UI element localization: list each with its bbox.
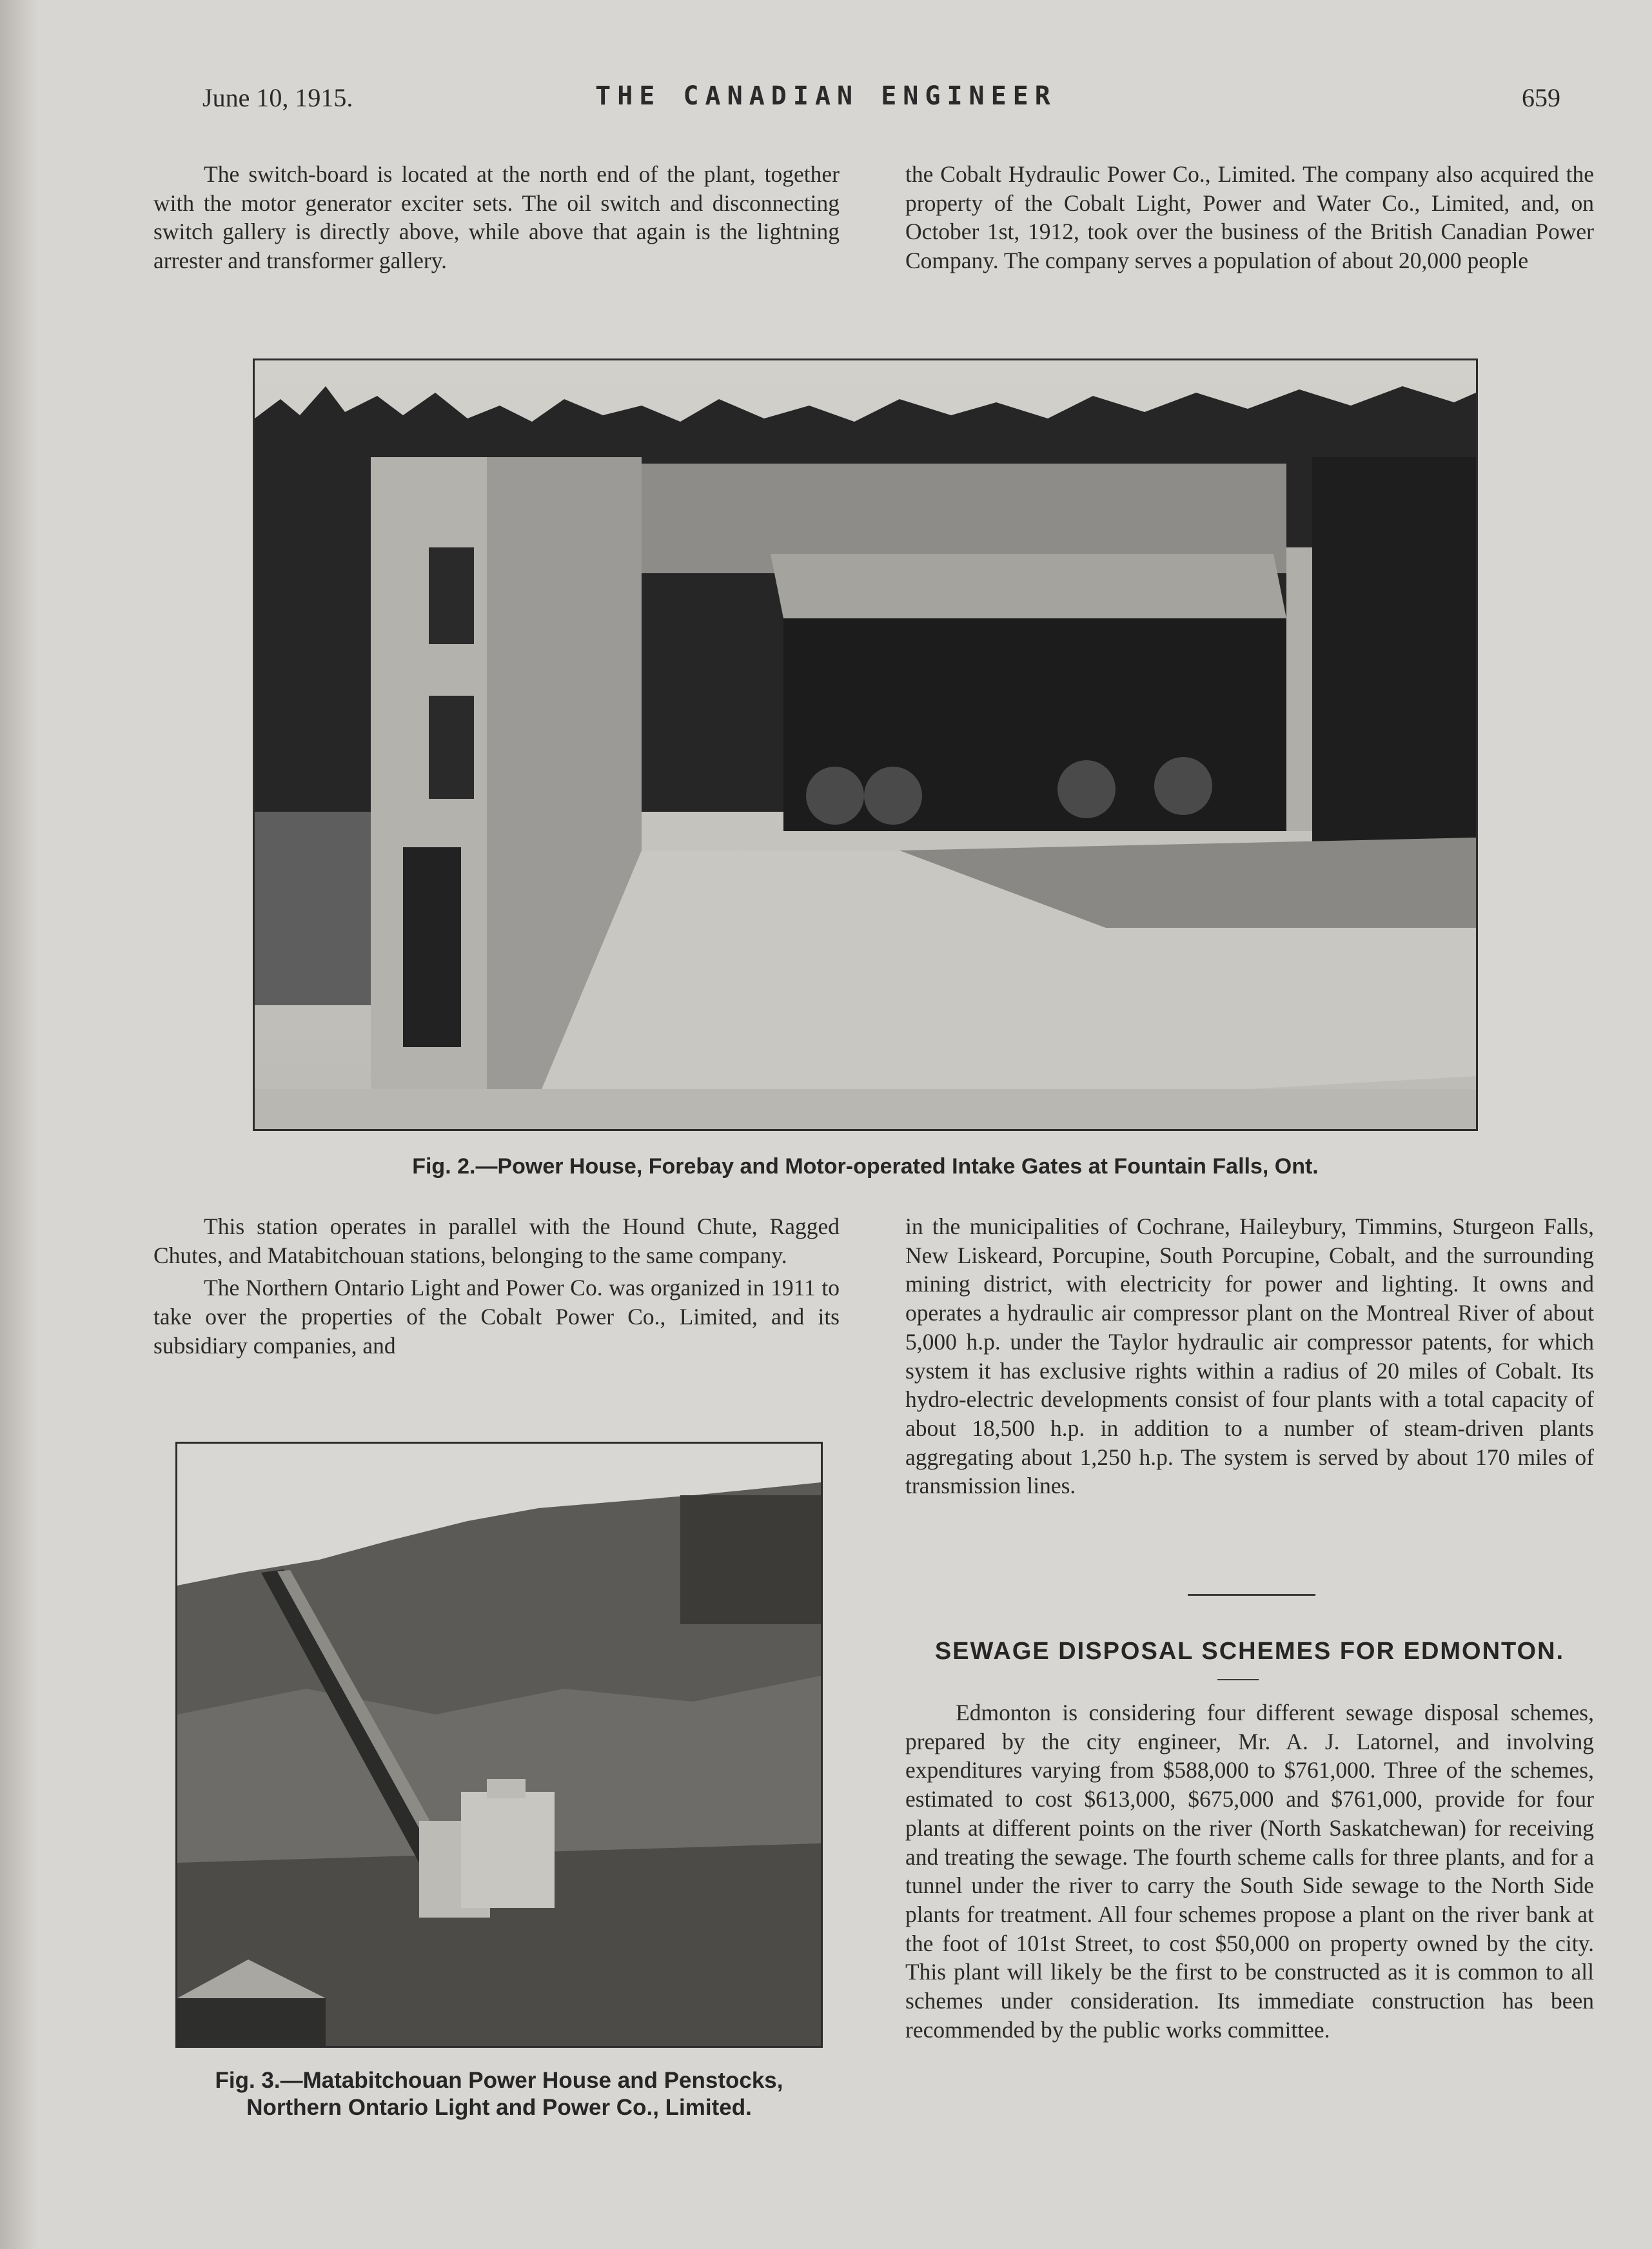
parallel-operation-paragraph: This station operates in parallel with the Hound Chute, Ragged Chutes, and Matabitchouan stations, belonging to the same company. [153,1213,840,1268]
article-body: Edmonton is considering four different sewage disposal schemes, prepared by the city engineer, Mr. A. J. Latornel, and involving expenditures varying from $588,000 to $761,000. Three of the schemes, estimated to cost $613,000, $675,000 and $761,000, provide for four plants at different points on the river (North Saskatchewan) for receiving and treating the sewage. The fourth scheme calls for three plants, and for a tunnel under the river to carry the South Side sewage to the North Side plants for treatment. All four schemes propose a plant on the river bank at the foot of 101st Street, to cost $50,000 on property owned by the city. This plant will likely be the first to be constructed as it is common to all schemes under consideration. Its immediate construction has been recommended by the public works committee. [905,1700,1594,2043]
title-underline [1217,1679,1259,1680]
section-divider [1188,1594,1315,1596]
article-body-column [905,1698,1594,2044]
page-number: 659 [1522,83,1560,112]
switchboard-paragraph: The switch-board is located at the north end of the plant, together with the motor generator exciter sets. The oil switch and disconnecting switch gallery is directly above, while above that again is the lightning arrester and transformer gallery. [153,161,840,274]
article-title: SEWAGE DISPOSAL SCHEMES FOR EDMONTON. [934,1638,1565,1665]
mid-left-column [153,1212,840,1360]
page-gutter-shadow [0,0,39,2249]
fig3-caption-line2: Northern Ontario Light and Power Co., Limited. [246,2095,752,2120]
top-right-column [905,160,1594,275]
mid-right-column [905,1212,1594,1500]
header-date: June 10, 1915. [202,83,353,112]
fig3-caption [175,2067,823,2121]
fig3-photo [175,1442,823,2048]
fig2-photo [253,358,1478,1131]
top-left-column [153,160,840,275]
fig3-caption-line1: Fig. 3.—Matabitchouan Power House and Penstocks, [215,2068,783,2093]
municipalities-paragraph: in the municipalities of Cochrane, Haileybury, Timmins, Sturgeon Falls, New Liskeard, Porcupine, South Porcupine, Cobalt, and the surrounding mining district, with electricity for power and lighting. It owns and operates a hydraulic air compressor plant on the Montreal River of about 5,000 h.p. under the Taylor hydraulic air compressor patents, for which system it has exclusive rights within a radius of 20 miles of Cobalt. Its hydro-electric developments consist of four plants with a total capacity of about 18,500 h.p. in addition to a number of steam-driven plants aggregating about 1,250 h.p. The system is served by about 170 miles of transmission lines. [905,1213,1594,1499]
fig2-caption: Fig. 2.—Power House, Forebay and Motor-operated Intake Gates at Fountain Falls, Ont. [412,1154,1319,1179]
journal-title: THE CANADIAN ENGINEER [595,81,1057,111]
page-header [0,83,1652,121]
cobalt-paragraph: the Cobalt Hydraulic Power Co., Limited. The company also acquired the property of the Cobalt Light, Power and Water Co., Limited, and, on October 1st, 1912, took over the business of the British Canadian Power Company. The company serves a population of about 20,000 people [905,161,1594,274]
northern-ontario-paragraph: The Northern Ontario Light and Power Co. was organized in 1911 to take over the properties of the Cobalt Power Co., Limited, and its subsidiary companies, and [153,1275,840,1359]
